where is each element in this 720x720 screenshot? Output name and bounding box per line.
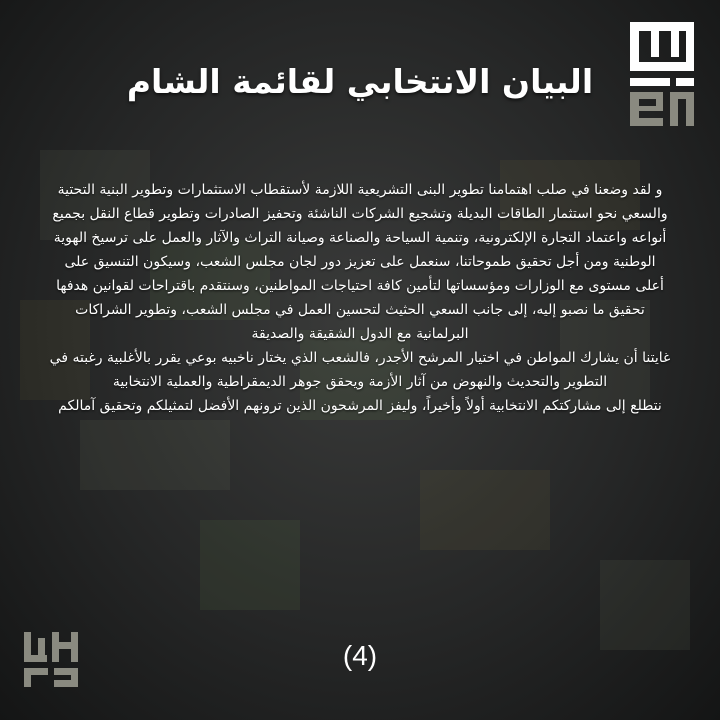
- hawiya-kufic-logo-icon: [22, 628, 86, 690]
- paragraph: نتطلع إلى مشاركتكم الانتخابية أولاً وأخيراً، وليفز المرشحون الذين ترونهم الأفضل لتمثيلكم وتحقيق آمالكم: [58, 398, 662, 414]
- sham-kufic-logo-icon: [626, 18, 698, 128]
- statement-body: [48, 178, 672, 418]
- paragraph: غايتنا أن يشارك المواطن في اختيار المرشح الأجدر، فالشعب الذي يختار ناخبيه بوعي يقرر بالأغلبية رغبته في التطوير والتحديث والنهوض من آثار الأزمة ويحقق جوهر الديمقراطية والعملية الانتخابية: [49, 350, 671, 390]
- page-number: (4): [342, 640, 378, 671]
- page-title: البيان الانتخابي لقائمة الشام: [126, 62, 594, 101]
- paragraph: و لقد وضعنا في صلب اهتمامنا تطوير البنى التشريعية اللازمة لأستقطاب الاستثمارات وتطوير البنية التحتية والسعي نحو استثمار الطاقات البديلة وتشجيع الشركات الناشئة وتحفيز الصادرات وتطوير قطاع النقل بجميع أنواعه واعتماد التجارة الإلكترونية، وتنمية السياحة والصناعة وصيانة التراث والآثار والعمل على ترسيخ الهوية الوطنية ومن أجل تحقيق طموحاتنا، سنعمل على تعزيز دور لجان مجلس الشعب، وسيكون التنسيق على أعلى مستوى مع الوزارات ومؤسساتها لتأمين كافة احتياجات المواطنين، وسنتقدم باقتراحات لقوانين هدفها تحقيق ما نصبو إليه، إلى جانب السعي الحثيث لتحسين العمل في مجلس الشعب، وتطوير الشراكات البرلمانية مع الدول الشقيقة والصديقة: [52, 182, 668, 342]
